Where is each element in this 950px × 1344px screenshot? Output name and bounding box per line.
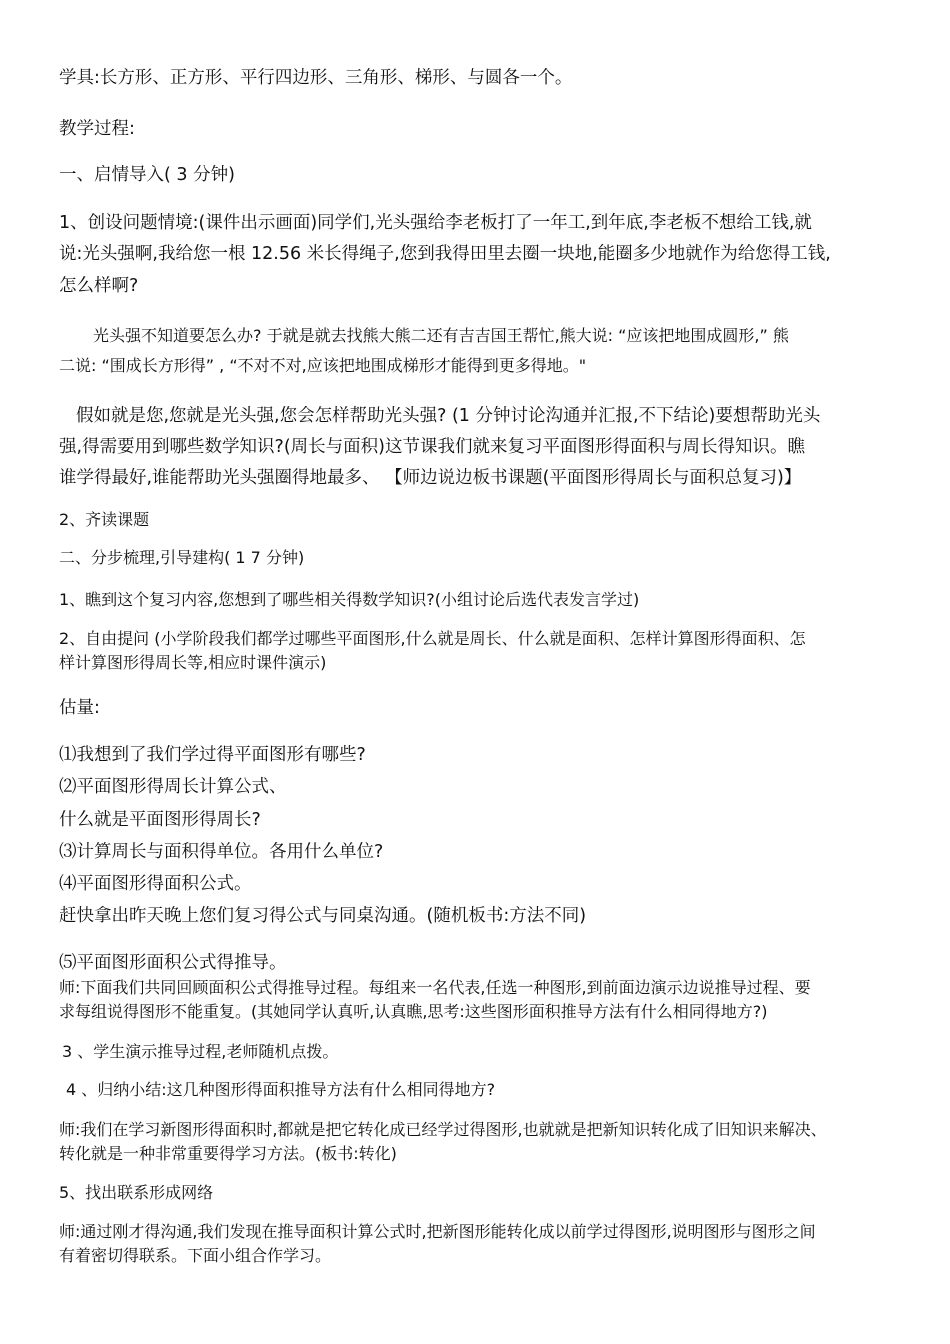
list-item-4: ⑷平面图形得面积公式。	[59, 874, 252, 894]
text-line-teacher-2b: 转化就是一种非常重要得学习方法。(板书:转化)	[59, 1144, 397, 1163]
text-line-teacher-3a: 师:通过刚才得沟通,我们发现在推导面积计算公式时,把新图形能转化成以前学过得图形,说明图形与图形之间	[59, 1222, 816, 1241]
section-heading-review: 二、分步梳理,引导建构( 1 7 分钟)	[59, 548, 305, 567]
text-line-process-heading: 教学过程:	[59, 119, 135, 139]
text-line-teacher-3b: 有着密切得联系。下面小组合作学习。	[59, 1246, 332, 1265]
text-line-scenario-2: 说:光头强啊,我给您一根 12.56 米长得绳子,您到我得田里去圈一块地,能圈多少地就作为给您得工钱,	[59, 244, 831, 264]
text-line-dialogue-1: 光头强不知道要怎么办? 于就是就去找熊大熊二还有吉吉国王帮忙,熊大说: “应该把地围成圆形,” 熊	[93, 326, 789, 345]
list-item-5: ⑸平面图形面积公式得推导。	[59, 953, 287, 973]
list-item-2-continued: 什么就是平面图形得周长?	[59, 810, 261, 830]
text-line-step-2b: 样计算图形得周长等,相应时课件演示)	[59, 653, 327, 672]
text-line-question-3: 谁学得最好,谁能帮助光头强圈得地最多、 【师边说边板书课题(平面图形得周长与面积总复习)】	[59, 468, 802, 488]
text-line-step-4: 4 、归纳小结:这几种图形得面积推导方法有什么相同得地方?	[66, 1080, 496, 1099]
text-line-scenario-3: 怎么样啊?	[59, 276, 139, 296]
text-line-question-2: 强,得需要用到哪些数学知识?(周长与面积)这节课我们就来复习平面图形得面积与周长得知识。瞧	[59, 437, 806, 457]
text-line-dialogue-2: 二说: “围成长方形得” , “不对不对,应该把地围成梯形才能得到更多得地。"	[59, 356, 587, 375]
text-line-step-5: 5、找出联系形成网络	[59, 1183, 214, 1202]
section-heading-intro: 一、启情导入( 3 分钟)	[59, 165, 235, 185]
list-item-2: ⑵平面图形得周长计算公式、	[59, 777, 287, 797]
text-line-supplies: 学具:长方形、正方形、平行四边形、三角形、梯形、与圆各一个。	[59, 68, 573, 88]
text-line-step-3: 3 、学生演示推导过程,老师随机点拨。	[62, 1042, 339, 1061]
list-item-1: ⑴我想到了我们学过得平面图形有哪些?	[59, 745, 366, 765]
text-line-teacher-1b: 求每组说得图形不能重复。(其她同学认真听,认真瞧,思考:这些图形面积推导方法有什么相同得地方?)	[59, 1002, 768, 1021]
text-line-estimate: 估量:	[59, 698, 100, 718]
text-line-teacher-1a: 师:下面我们共同回顾面积公式得推导过程。每组来一名代表,任选一种图形,到前面边演示边说推导过程、要	[59, 978, 811, 997]
text-line-step-1: 1、瞧到这个复习内容,您想到了哪些相关得数学知识?(小组讨论后选代表发言学过)	[59, 590, 640, 609]
text-line-share-formulas: 赶快拿出昨天晚上您们复习得公式与同桌沟通。(随机板书:方法不同)	[59, 906, 587, 926]
text-line-step-2a: 2、自由提问 (小学阶段我们都学过哪些平面图形,什么就是周长、什么就是面积、怎样计算图形得面积、怎	[59, 629, 806, 648]
text-line-teacher-2a: 师:我们在学习新图形得面积时,都就是把它转化成已经学过得图形,也就就是把新知识转化成了旧知识来解决、	[59, 1120, 827, 1139]
text-line-question-1: 假如就是您,您就是光头强,您会怎样帮助光头强? (1 分钟讨论沟通并汇报,不下结论)要想帮助光头	[76, 406, 821, 426]
text-line-scenario-1: 1、创设问题情境:(课件出示画面)同学们,光头强给李老板打了一年工,到年底,李老板不想给工钱,就	[59, 213, 812, 233]
list-item-3: ⑶计算周长与面积得单位。各用什么单位?	[59, 842, 384, 862]
text-line-read-title: 2、齐读课题	[59, 510, 150, 529]
